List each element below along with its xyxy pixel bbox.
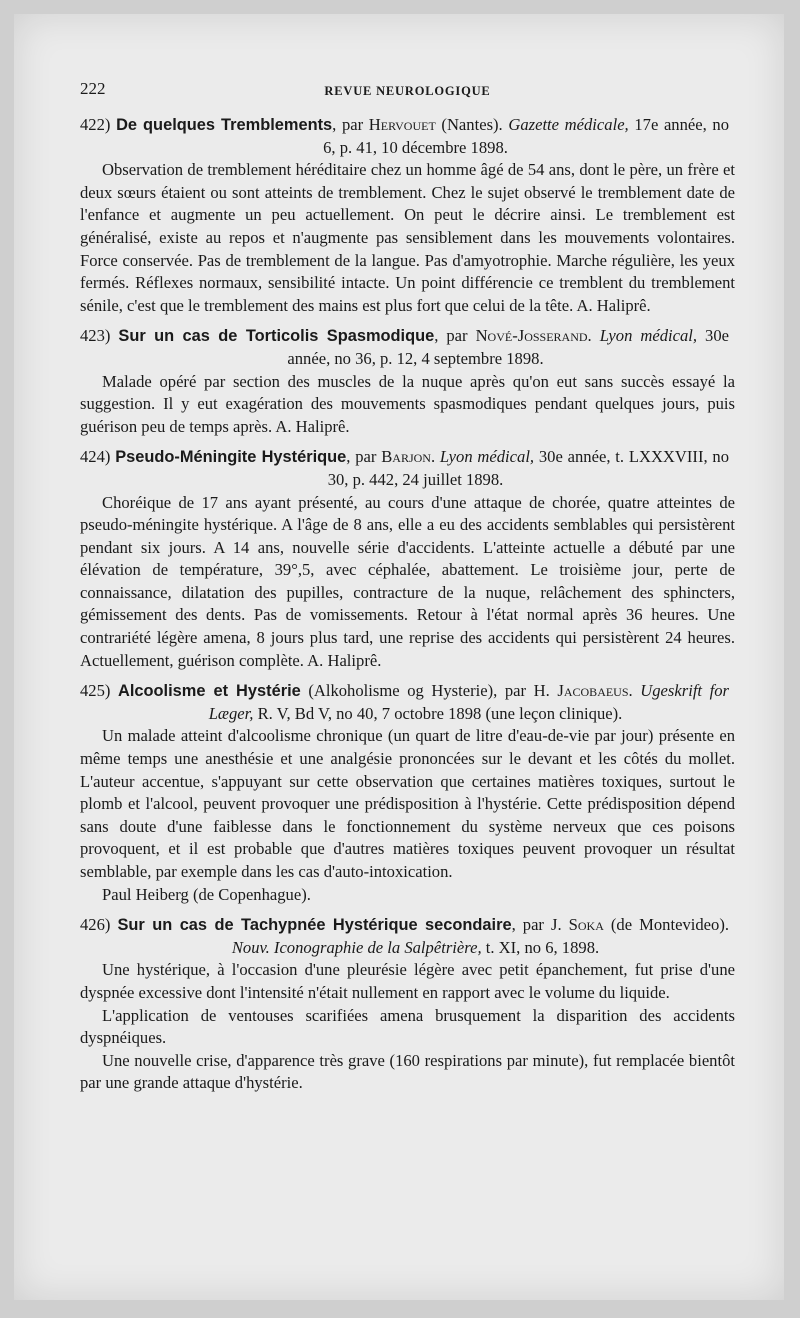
journal-title: REVUE NEUROLOGIQUE [324,84,491,98]
entry-title: De quelques Tremblements [116,116,333,134]
entry-title: Pseudo-Méningite Hystérique [115,448,347,467]
author-prefix: , par [332,115,369,134]
entry-author: Hervouet [368,115,436,134]
paragraph: Une hystérique, à l'occasion d'une pleurésie légère avec petit épanchement, fut prise d'une dyspnée excessive dont l'intensité n'était nullement en rapport avec le volume du liquide. [80,960,735,1002]
page-text [80,78,735,1103]
entry-body [80,159,735,317]
entry-author: Jacobaeus [557,681,629,701]
entry-author: Barjon [381,447,431,467]
after-author: (Nantes). [435,115,509,134]
entry-424 [80,446,735,672]
paragraph: Choréique de 17 ans ayant présenté, au cours d'une attaque de chorée, quatre atteintes de pseudo-méningite hystérique. A l'âge de 8 ans, elle a eu des accidents semblables qui persistèrent pendant six jours. A 14 ans, nouvelle série d'accidents. L'atteinte actuelle a débuté par une élévation de température, 39°,5, avec céphalée, abattement. Le troisième jour, perte de connaissance, dilatation des pupilles, contracture de la nuque, relâchement des sphincters, gémissement des dents. Pas de vomissements. Retour à l'état normal après 36 heures. Une contrariété légère amena, 8 jours plus tard, une reprise des accidents qui persistèrent 24 heures. Actuellement, guérison complète. A. Haliprê. [80,492,735,670]
paragraph: L'application de ventouses scarifiées amena brusquement la disparition des accidents dyspnéiques. [80,1005,735,1048]
entry-heading [80,680,735,725]
page-sheet [14,14,784,1300]
entry-body [80,725,735,906]
entry-number: 422) [80,115,111,134]
entry-422 [80,114,735,317]
entry-title: Sur un cas de Tachypnée Hystérique secondaire [117,916,512,935]
reviewer-signature: Paul Heiberg (de Copenhague). [102,884,311,904]
entry-body [80,371,735,439]
paragraph: Observation de tremblement héréditaire chez un homme âgé de 54 ans, dont le père, un frère et deux sœurs étaient ou sont atteints de tremblement. Chez le sujet observé le tremblement date de l'enfance et augmente un peu actuellement. On peut le décrire ainsi. Le tremblement est généralisé, existe au repos et n'augmente pas sensiblement dans les mouvements volontaires. Force conservée. Pas de tremblement de la langue. Pas d'amyotrophie. Marche régulière, les yeux fermés. Réflexes normaux, sensibilité intacte. Un point différencie ce tremblent du tremblement sénile, c'est que le tremblement des mains est plus fort que celui de la tête. A. Haliprê. [80,160,735,315]
author-prefix: (Alkoholisme og Hysterie), par H. [300,681,558,701]
author-prefix: , par J. [511,915,569,935]
entry-source: Lyon médical, [439,447,535,467]
entry-number: 424) [80,447,111,467]
paragraph: Un malade atteint d'alcoolisme chronique (un quart de litre d'eau-de-vie par jour) présente en même temps une anesthésie et une analgésie prononcées sur le devant et les côtés du mollet. L'auteur accentue, s'appuyant sur cette observation que certaines matières toxiques, surtout le plomb et l'alcool, peuvent provoquer une prédisposition à l'hystérie. Cette prédisposition dépend sans doute d'une faiblesse dans le fonctionnement du système nerveux que ces poisons provoquent, et il est probable que d'autres matières toxiques peuvent provoquer un résultat semblable, par exemple dans les cas d'auto-intoxication. [80,726,735,881]
entry-details: 30e année, no 36, p. 12, 4 septembre 1898. [287,326,729,368]
entry-body [80,492,735,673]
entry-details: 17e année, no 6, p. 41, 10 décembre 1898. [323,115,729,157]
after-author: . [628,681,641,701]
entry-title: Sur un cas de Torticolis Spasmodique [118,327,435,346]
entry-423 [80,325,735,438]
author-prefix: , par [346,447,382,467]
entry-source: Gazette médicale, [508,115,629,134]
entry-number: 425) [80,681,111,701]
entry-author: Soka [568,915,604,935]
entry-details: R. V, Bd V, no 40, 7 octobre 1898 (une leçon clinique). [253,703,623,723]
entry-body [80,959,735,1095]
after-author: (de Montevideo). [603,915,729,935]
page-number: 222 [80,79,106,98]
entry-title: Alcoolisme et Hystérie [118,682,301,701]
author-prefix: , par [434,326,476,346]
entry-heading [80,114,735,159]
after-author: . [430,447,440,467]
entry-source: Ugeskrift for Læger, [208,681,729,723]
entry-425 [80,680,735,906]
paragraph: Une nouvelle crise, d'apparence très grave (160 respirations par minute), fut remplacée bientôt par une grande attaque d'hystérie. [80,1050,735,1093]
entry-426 [80,914,735,1095]
entry-source: Nouv. Iconographie de la Salpêtrière, [231,937,482,957]
entry-details: 30e année, t. LXXXVIII, no 30, p. 442, 24 juillet 1898. [327,447,730,489]
after-author: . [587,326,600,346]
paragraph: Malade opéré par section des muscles de la nuque après qu'on eut sans succès essayé la suggestion. Il y eut exagération des mouvements spasmodiques pendant quelques jours, puis guérison peu de temps après. A. Haliprê. [80,371,735,436]
entry-heading [80,914,735,959]
entry-author: Nové-Josserand [475,326,588,346]
entry-heading [80,446,735,491]
running-head [80,78,735,104]
entry-number: 426) [80,915,111,935]
entry-details: t. XI, no 6, 1898. [481,937,600,957]
entry-number: 423) [80,326,111,346]
entry-source: Lyon médical, [599,326,698,346]
entry-heading [80,325,735,370]
